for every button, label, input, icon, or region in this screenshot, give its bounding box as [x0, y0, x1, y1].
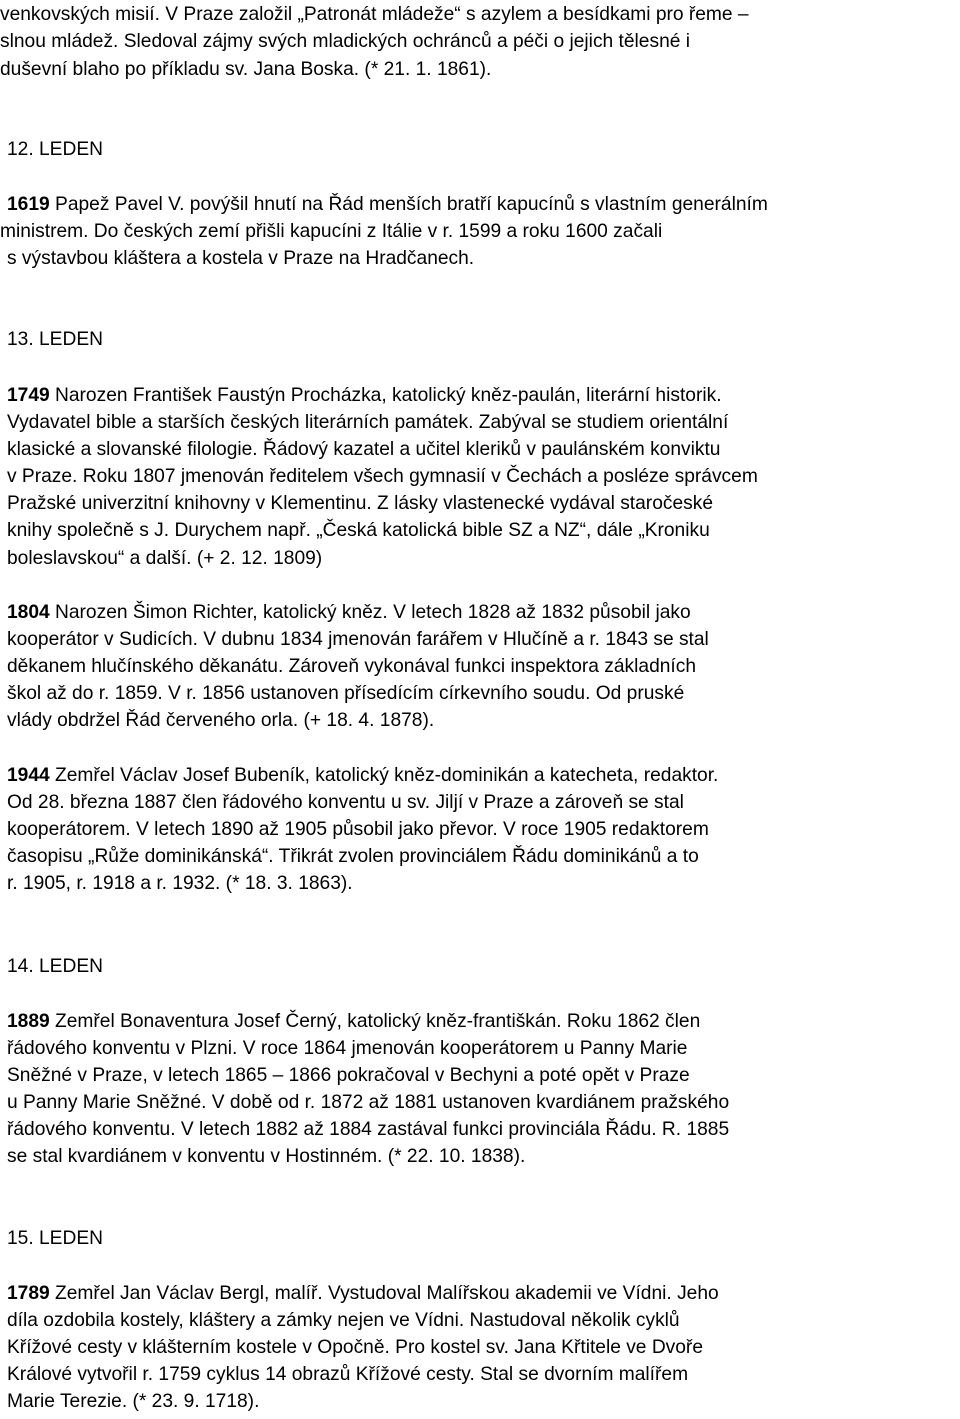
entry-text: Zemřel Jan Václav Bergl, malíř. Vystudoval Malířskou akademii ve Vídni. Jeho	[49, 1283, 719, 1304]
intro-line: duševní blaho po příkladu sv. Jana Boska. (* 21. 1. 1861).	[0, 59, 492, 80]
entry-line: Vydavatel bible a starších českých literárních památek. Zabýval se studiem orientální	[7, 412, 729, 433]
entry-text: Zemřel Bonaventura Josef Černý, katolický kněz-františkán. Roku 1862 člen	[49, 1011, 701, 1032]
entry-line: Sněžné v Praze, v letech 1865 – 1866 pokračoval v Bechyni a poté opět v Praze	[7, 1065, 690, 1086]
entry-year: 1619	[7, 194, 50, 215]
section-heading: 15. LEDEN	[7, 1228, 103, 1249]
entry-line: s výstavbou kláštera a kostela v Praze na Hradčanech.	[7, 248, 475, 269]
entry-line	[7, 765, 718, 787]
entry-text: Narozen Šimon Richter, katolický kněz. V letech 1828 až 1832 působil jako	[49, 602, 691, 623]
entry-text: Zemřel Václav Josef Bubeník, katolický kněz-dominikán a katecheta, redaktor.	[49, 765, 719, 786]
entry-year: 1889	[7, 1011, 50, 1032]
section-heading: 13. LEDEN	[7, 329, 103, 350]
section-heading: 12. LEDEN	[7, 139, 103, 160]
entry-line: Od 28. března 1887 člen řádového konventu u sv. Jiljí v Praze a zároveň se stal	[7, 792, 684, 813]
entry-year: 1804	[7, 602, 50, 623]
entry-line: řádového konventu. V letech 1882 až 1884 zastával funkci provinciála Řádu. R. 1885	[7, 1119, 730, 1140]
entry-year: 1944	[7, 765, 50, 786]
entry-line: se stal kvardiánem v konventu v Hostinném. (* 22. 10. 1838).	[7, 1146, 526, 1167]
entry-line: škol až do r. 1859. V r. 1856 ustanoven přísedícím církevního soudu. Od pruské	[7, 683, 685, 704]
entry-line: v Praze. Roku 1807 jmenován ředitelem všech gymnasií v Čechách a posléze správcem	[7, 466, 758, 487]
entry-line: řádového konventu v Plzni. V roce 1864 jmenován kooperátorem u Panny Marie	[7, 1038, 688, 1059]
entry-line: vlády obdržel Řád červeného orla. (+ 18. 4. 1878).	[7, 710, 435, 731]
entry-line: Pražské univerzitní knihovny v Klementinu. Z lásky vlastenecké vydával staročeské	[7, 493, 713, 514]
entry-line: časopisu „Růže dominikánská“. Třikrát zvolen provinciálem Řádu dominikánů a to	[7, 846, 699, 867]
entry-text: Papež Pavel V. povýšil hnutí na Řád menších bratří kapucínů s vlastním generálním	[49, 194, 768, 215]
entry-line: kooperátor v Sudicích. V dubnu 1834 jmenován farářem v Hlučíně a r. 1843 se stal	[7, 629, 709, 650]
entry-line	[7, 602, 691, 624]
entry-line	[7, 385, 722, 407]
entry-year: 1789	[7, 1283, 50, 1304]
entry-line: díla ozdobila kostely, kláštery a zámky nejen ve Vídni. Nastudoval několik cyklů	[7, 1310, 680, 1331]
entry-line: Křížové cesty v klášterním kostele v Opočně. Pro kostel sv. Jana Křtitele ve Dvoře	[7, 1337, 703, 1358]
entry-line: ministrem. Do českých zemí přišli kapucíni z Itálie v r. 1599 a roku 1600 začali	[0, 221, 663, 242]
section-heading: 14. LEDEN	[7, 956, 103, 977]
entry-line: Marie Terezie. (* 23. 9. 1718).	[7, 1391, 260, 1412]
entry-line: Králové vytvořil r. 1759 cyklus 14 obrazů Křížové cesty. Stal se dvorním malířem	[7, 1364, 689, 1385]
entry-line	[7, 1283, 719, 1305]
entry-year: 1749	[7, 385, 50, 406]
entry-line: klasické a slovanské filologie. Řádový kazatel a učitel kleriků v paulánském konviktu	[7, 439, 721, 460]
entry-line: r. 1905, r. 1918 a r. 1932. (* 18. 3. 1863).	[7, 873, 353, 894]
intro-line: venkovských misií. V Praze založil „Patronát mládeže“ s azylem a besídkami pro řeme –	[0, 4, 749, 25]
entry-line	[7, 1011, 700, 1033]
entry-line: knihy společně s J. Durychem např. „Česká katolická bible SZ a NZ“, dále „Kroniku	[7, 520, 710, 541]
entry-line: boleslavskou“ a další. (+ 2. 12. 1809)	[7, 548, 323, 569]
entry-line: kooperátorem. V letech 1890 až 1905 působil jako převor. V roce 1905 redaktorem	[7, 819, 709, 840]
intro-line: slnou mládež. Sledoval zájmy svých mladických ochránců a péči o jejich tělesné i	[0, 31, 691, 52]
entry-line: u Panny Marie Sněžné. V době od r. 1872 až 1881 ustanoven kvardiánem pražského	[7, 1092, 730, 1113]
entry-line: děkanem hlučínského děkanátu. Zároveň vykonával funkci inspektora základních	[7, 656, 697, 677]
entry-text: Narozen František Faustýn Procházka, katolický kněz-paulán, literární historik.	[49, 385, 722, 406]
entry-line	[7, 194, 768, 216]
